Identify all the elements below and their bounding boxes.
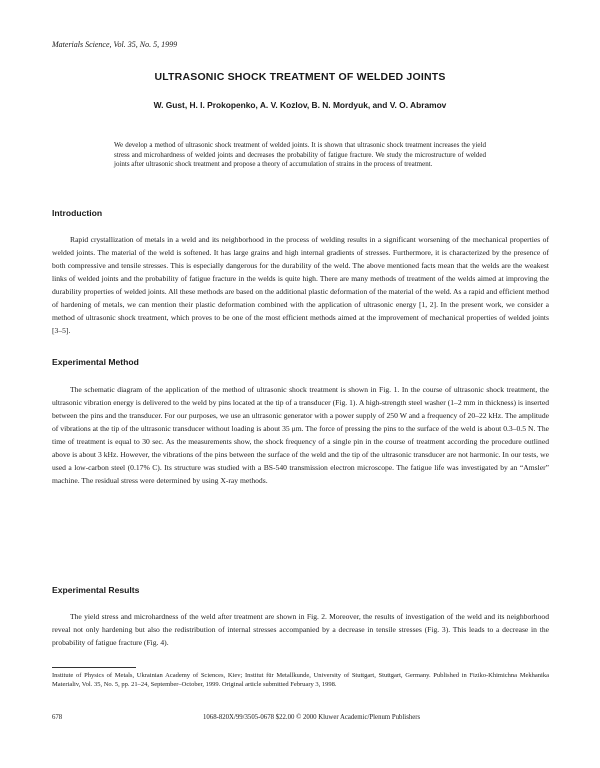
footnote-divider	[52, 667, 136, 668]
page-number: 678	[52, 714, 63, 721]
journal-citation: Materials Science, Vol. 35, No. 5, 1999	[52, 40, 178, 49]
section-body-experimental-results: The yield stress and microhardness of the weld after treatment are shown in Fig. 2. Moreover, the results of investigation of the weld and its neighborhood reveal not only hardening but also the redistribution of internal stresses accompanied by a decrease in tensile stresses (Fig. 3). This leads to a decrease in the probability of fatigue fracture (Fig. 4).	[52, 612, 549, 647]
section-heading-experimental-method: Experimental Method	[52, 357, 139, 367]
section-heading-experimental-results: Experimental Results	[52, 585, 140, 595]
paper-title: ULTRASONIC SHOCK TREATMENT OF WELDED JOINTS	[154, 71, 446, 83]
copyright-line: 1068-820X/99/3505-0678 $22.00 © 2000 Kluwer Academic/Plenum Publishers	[203, 714, 421, 721]
section-body-experimental-method: The schematic diagram of the application of the method of ultrasonic shock treatment is shown in Fig. 1. In the course of ultrasonic shock treatment, the ultrasonic vibration energy is delivered to the weld by pins located at the tip of a transducer (Fig. 1). A high-strength steel washer (1–2 mm in thickness) is inserted between the pins and the transducer. For our purposes, we use an ultrasonic generator with a power supply of 250 W and a frequency of 20–22 kHz. The amplitude of vibrations at the tip of the ultrasonic transducer without loading is about 35 μm. The force of pressing the pins to the surface of the weld is about 0.3–0.5 N. The time of treatment is equal to 30 sec. As the measurements show, the shock frequency of a single pin in the course of treatment according the procedure outlined above is about 3 kHz. However, the vibrations of the pins between the surface of the weld and the tip of the ultrasonic transducer are not harmonic. In our tests, we used a low-carbon steel (0.17% C). Its structure was studied with a BS-540 transmission electron microscope. The fatigue life was investigated by an “Amsler” machine. The residual stress were determined by using X-ray methods.	[52, 385, 549, 485]
paper-abstract: We develop a method of ultrasonic shock treatment of welded joints. It is shown that ultrasonic shock treatment increases the yield stress and microhardness of welded joints and decreases the probability of fatigue fracture. We study the microstructure of welded joints after ultrasonic shock treatment and propose a theory of accumulation of strains in the process of treatment.	[114, 141, 486, 169]
affiliation-footnote: Institute of Physics of Metals, Ukrainian Academy of Sciences, Kiev; Institut für Metallkunde, University of Stuttgart, Stuttgart, Germany. Published in Fiziko-Khimichna Mekhanika Materialiv, Vol. 35, No. 5, pp. 21–24, September–October, 1999. Original article submitted February 3, 1998.	[52, 672, 549, 689]
paper-authors: W. Gust, H. I. Prokopenko, A. V. Kozlov, B. N. Mordyuk, and V. O. Abramov	[153, 100, 447, 110]
section-heading-introduction: Introduction	[52, 208, 103, 218]
section-body-introduction: Rapid crystallization of metals in a weld and its neighborhood in the process of welding results in a significant worsening of the mechanical properties of welded joints. The material of the weld is softened. It has large grains and high internal gradients of stresses. Furthermore, it is characterized by the presence of both compressive and tensile stresses. This is especially dangerous for the durability of the weld. The above mentioned facts mean that the welds are the weakest links of welded joints and the probability of fatigue fracture in the welds is quite high. There are many methods of treatment of the welds aimed at improving the durability properties of welded joints. All these methods are based on the additional plastic deformation of the material of the weld. As a rapid and efficient method of hardening of metals, we can mention their plastic deformation combined with the application of ultrasonic energy [1, 2]. In the present work, we consider a method of ultrasonic shock treatment, which proves to be one of the most efficient methods aimed at the improvement of mechanical properties of welded joints [3–5].	[52, 235, 549, 335]
